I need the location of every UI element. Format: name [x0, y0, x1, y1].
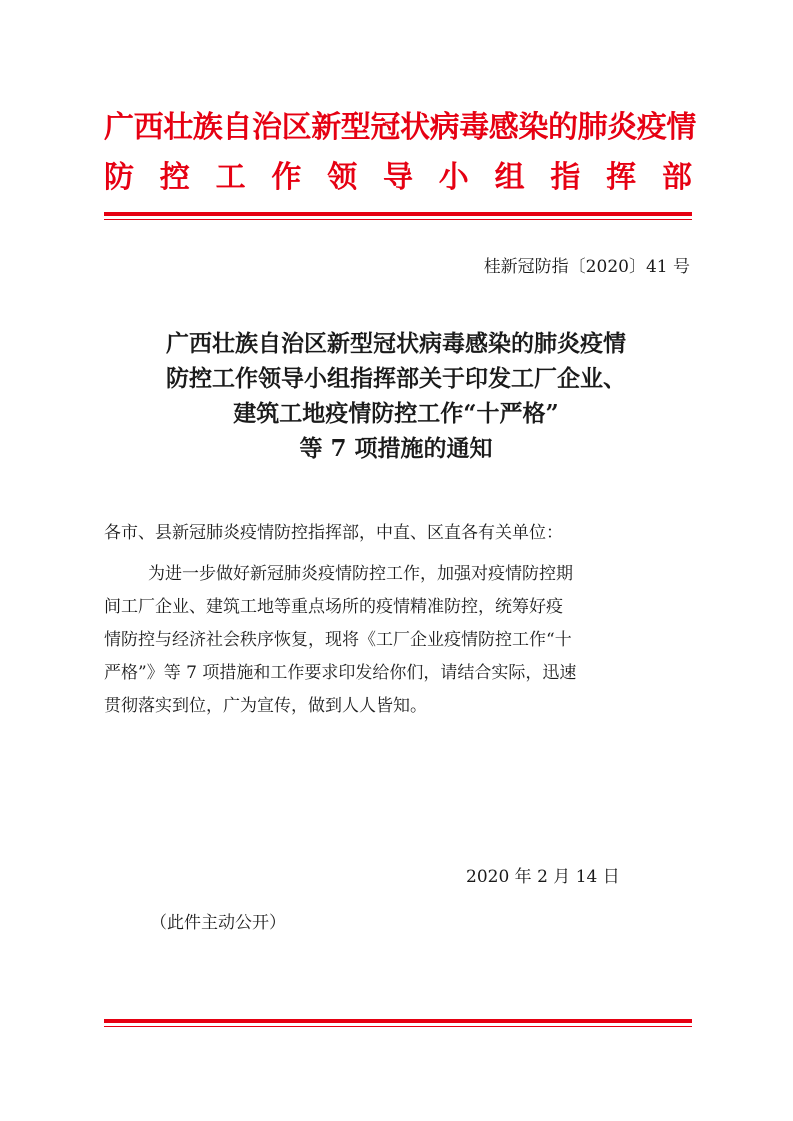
body-line: 严格”》等 7 项措施和工作要求印发给你们，请结合实际，迅速: [104, 663, 577, 683]
header-divider-thin: [104, 219, 692, 220]
recipients-line: 各市、县新冠肺炎疫情防控指挥部，中直、区直各有关单位：: [104, 523, 563, 543]
body-line: 情防控与经济社会秩序恢复，现将《工厂企业疫情防控工作“十: [104, 630, 572, 650]
footer-divider-thick: [104, 1019, 692, 1023]
issuer-header-char: 指: [550, 160, 581, 195]
document-title: [90, 326, 702, 466]
issue-date: 2020 年 2 月 14 日: [466, 867, 620, 887]
document-number: 桂新冠防指〔2020〕41 号: [483, 257, 690, 277]
issuer-header-char: 作: [271, 160, 302, 195]
issuer-header-char: 防: [104, 160, 134, 195]
body-line: 贯彻落实到位，广为宣传，做到人人皆知。: [104, 696, 427, 716]
footer-divider-thin: [104, 1026, 692, 1027]
header-divider-thick: [104, 212, 692, 216]
issuer-header-char: 挥: [606, 160, 637, 195]
body-paragraph: [104, 558, 692, 723]
issuer-header-line1: 广西壮族自治区新型冠状病毒感染的肺炎疫情: [104, 110, 696, 145]
title-line: 防控工作领导小组指挥部关于印发工厂企业、: [166, 365, 626, 392]
body-line: 为进一步做好新冠肺炎疫情防控工作，加强对疫情防控期: [148, 564, 573, 584]
title-line: 广西壮族自治区新型冠状病毒感染的肺炎疫情: [166, 330, 626, 357]
issuer-header-char: 导: [382, 160, 413, 195]
issuer-header-char: 部: [661, 160, 692, 195]
issuer-header-char: 领: [327, 160, 358, 195]
body-line: 间工厂企业、建筑工地等重点场所的疫情精准防控，统筹好疫: [104, 597, 563, 617]
title-line: 等 7 项措施的通知: [299, 435, 493, 462]
issuer-header-char: 小: [438, 160, 469, 195]
title-line: 建筑工地疫情防控工作“十严格”: [233, 400, 559, 427]
issuer-header-char: 控: [159, 160, 190, 195]
issuer-header-char: 工: [215, 160, 246, 195]
issuer-header-char: 组: [494, 160, 525, 195]
issuer-header-line2: [104, 158, 692, 198]
disclosure-note: （此件主动公开）: [150, 913, 286, 933]
